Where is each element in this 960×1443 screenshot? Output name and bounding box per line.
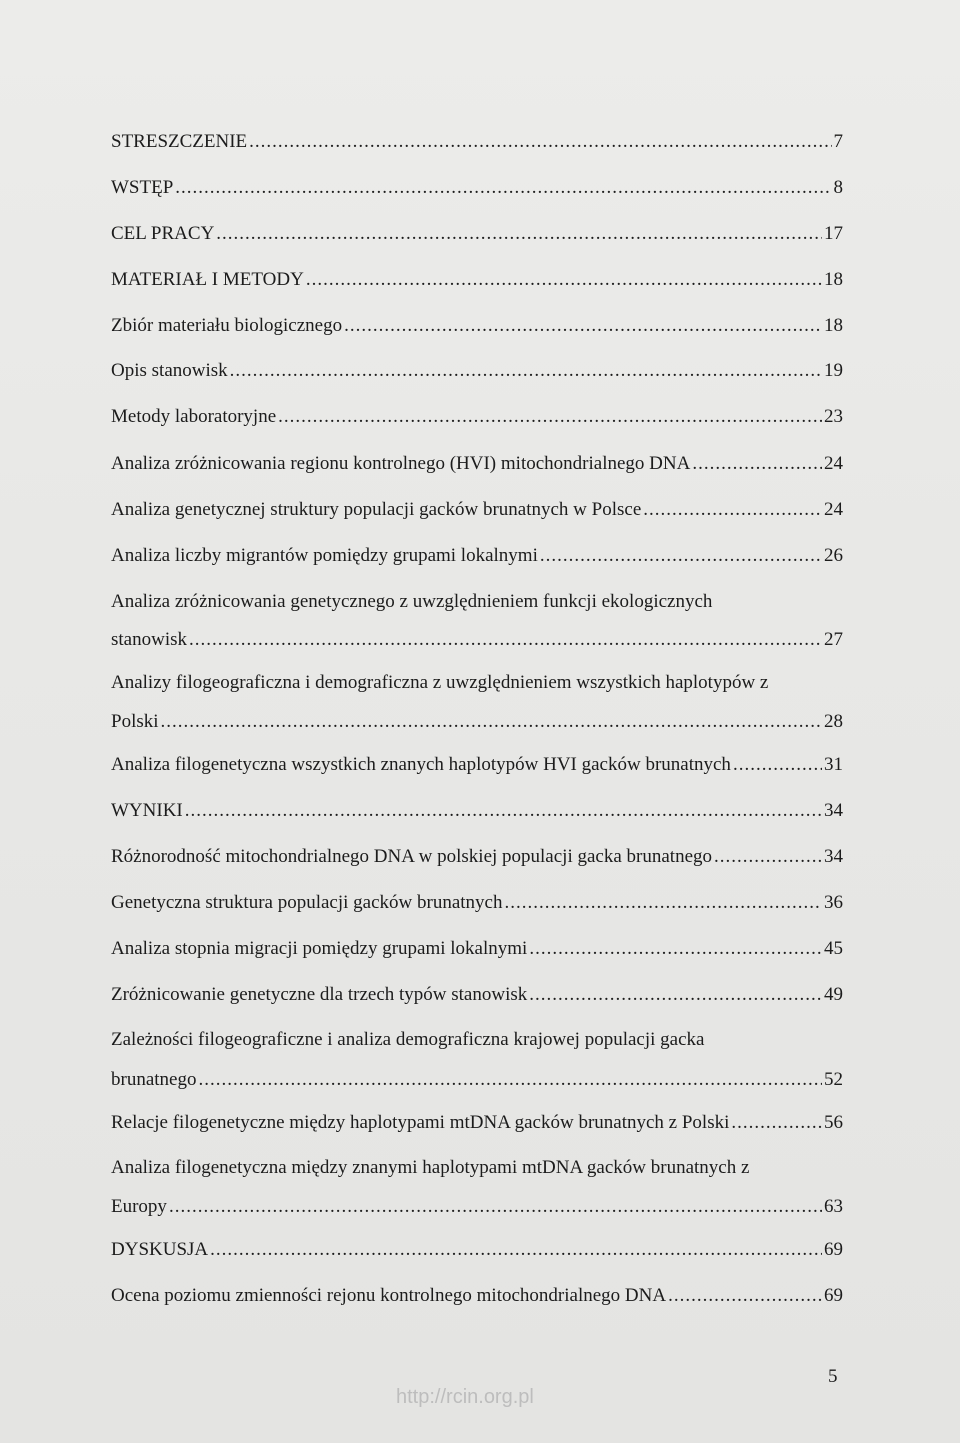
toc-entry-page: 28: [824, 711, 843, 732]
toc-entry-title: Europy: [111, 1196, 167, 1217]
toc-entry-title: Analiza stopnia migracji pomiędzy grupami lokalnymi: [111, 938, 528, 959]
toc-entry-page: 31: [824, 754, 843, 775]
toc-entry[interactable]: [111, 1112, 843, 1134]
leader-dots: [731, 1112, 822, 1134]
toc-entry[interactable]: [111, 591, 843, 651]
toc-entry[interactable]: [111, 453, 843, 475]
toc-entry[interactable]: [111, 892, 843, 914]
toc-entry[interactable]: [111, 360, 843, 382]
toc-entry[interactable]: [111, 1285, 843, 1307]
leader-dots: [692, 453, 822, 475]
toc-entry-page: 8: [833, 177, 843, 198]
toc-entry-title-line1: Zależności filogeograficzne i analiza demograficzna krajowej populacji gacka: [111, 1029, 705, 1050]
leader-dots: [210, 1239, 822, 1261]
toc-entry[interactable]: [111, 938, 843, 960]
toc-entry[interactable]: [111, 269, 843, 291]
toc-entry[interactable]: [111, 406, 843, 428]
toc-entry-page: 24: [824, 499, 843, 520]
toc-entry-title: brunatnego: [111, 1069, 197, 1090]
leader-dots: [249, 131, 831, 153]
toc-entry-page: 7: [833, 131, 843, 152]
leader-dots: [161, 711, 822, 733]
leader-dots: [504, 892, 822, 914]
leader-dots: [278, 406, 822, 428]
toc-entry-title: Ocena poziomu zmienności rejonu kontrolnego mitochondrialnego DNA: [111, 1285, 667, 1306]
toc-entry-page: 52: [824, 1069, 843, 1090]
toc-entry-title: Analiza filogenetyczna wszystkich znanych haplotypów HVI gacków brunatnych: [111, 754, 731, 775]
toc-entry[interactable]: [111, 177, 843, 199]
toc-entry[interactable]: [111, 223, 843, 245]
toc-entry[interactable]: [111, 1157, 843, 1218]
toc-entry-title-line1: Analiza filogenetyczna między znanymi haplotypami mtDNA gacków brunatnych z: [111, 1157, 750, 1178]
toc-entry[interactable]: [111, 754, 843, 776]
toc-entry-title: Metody laboratoryjne: [111, 406, 277, 427]
leader-dots: [189, 629, 822, 651]
toc-entry[interactable]: [111, 131, 843, 153]
leader-dots: [344, 315, 822, 337]
toc-entry-page: 69: [824, 1285, 843, 1306]
toc-entry[interactable]: [111, 545, 843, 567]
toc-entry[interactable]: [111, 1239, 843, 1261]
toc-entry-title: Analiza zróżnicowania regionu kontrolnego (HVI) mitochondrialnego DNA: [111, 453, 691, 474]
toc-entry-title: Relacje filogenetyczne między haplotypami mtDNA gacków brunatnych z Polski: [111, 1112, 730, 1133]
toc-entry-page: 36: [824, 892, 843, 913]
leader-dots: [230, 360, 822, 382]
toc-entry-page: 24: [824, 453, 843, 474]
toc-entry-page: 69: [824, 1239, 843, 1260]
toc-entry[interactable]: [111, 315, 843, 337]
leader-dots: [185, 800, 822, 822]
source-url-watermark: http://rcin.org.pl: [396, 1386, 534, 1408]
leader-dots: [540, 545, 822, 567]
toc-entry-title-line1: Analizy filogeograficzna i demograficzna z uwzględnieniem wszystkich haplotypów z: [111, 672, 769, 693]
leader-dots: [198, 1069, 822, 1091]
toc-entry-title: MATERIAŁ I METODY: [111, 269, 304, 290]
toc-entry-page: 26: [824, 545, 843, 566]
leader-dots: [216, 223, 822, 245]
leader-dots: [643, 499, 822, 521]
toc-entry-page: 23: [824, 406, 843, 427]
toc-entry-title: Zbiór materiału biologicznego: [111, 315, 343, 336]
toc-entry-page: 45: [824, 938, 843, 959]
leader-dots: [668, 1285, 822, 1307]
toc-entry[interactable]: [111, 846, 843, 868]
toc-entry-page: 19: [824, 360, 843, 381]
toc-entry-page: 18: [824, 315, 843, 336]
toc-entry-page: 17: [824, 223, 843, 244]
toc-entry-title: Opis stanowisk: [111, 360, 228, 381]
leader-dots: [306, 269, 822, 291]
toc-entry-page: 63: [824, 1196, 843, 1217]
leader-dots: [529, 984, 822, 1006]
leader-dots: [175, 177, 831, 199]
toc-entry[interactable]: [111, 800, 843, 822]
toc-entry[interactable]: [111, 1029, 843, 1091]
toc-entry-title: Polski: [111, 711, 159, 732]
toc-entry-page: 27: [824, 629, 843, 650]
leader-dots: [714, 846, 822, 868]
toc-entry[interactable]: [111, 499, 843, 521]
toc-entry-page: 34: [824, 846, 843, 867]
toc-entry-title-line1: Analiza zróżnicowania genetycznego z uwzględnieniem funkcji ekologicznych: [111, 591, 713, 612]
toc-entry-title: Zróżnicowanie genetyczne dla trzech typów stanowisk: [111, 984, 528, 1005]
leader-dots: [529, 938, 822, 960]
toc-entry-title: Analiza genetycznej struktury populacji gacków brunatnych w Polsce: [111, 499, 642, 520]
toc-entry-title: CEL PRACY: [111, 223, 215, 244]
leader-dots: [169, 1196, 822, 1218]
leader-dots: [733, 754, 822, 776]
toc-entry-page: 34: [824, 800, 843, 821]
toc-entry-title: STRESZCZENIE: [111, 131, 248, 152]
toc-entry-title: DYSKUSJA: [111, 1239, 209, 1260]
toc-entry-title: Genetyczna struktura populacji gacków brunatnych: [111, 892, 503, 913]
toc-entry-page: 56: [824, 1112, 843, 1133]
toc-entry-title: WSTĘP: [111, 177, 174, 198]
toc-entry-title: Analiza liczby migrantów pomiędzy grupami lokalnymi: [111, 545, 538, 566]
toc-entry-page: 49: [824, 984, 843, 1005]
toc-entry[interactable]: [111, 672, 843, 733]
toc-entry[interactable]: [111, 984, 843, 1006]
toc-entry-title: stanowisk: [111, 629, 187, 650]
toc-entry-title: WYNIKI: [111, 800, 183, 821]
toc-entry-title: Różnorodność mitochondrialnego DNA w polskiej populacji gacka brunatnego: [111, 846, 713, 867]
page-number: 5: [828, 1366, 838, 1387]
toc-entry-page: 18: [824, 269, 843, 290]
